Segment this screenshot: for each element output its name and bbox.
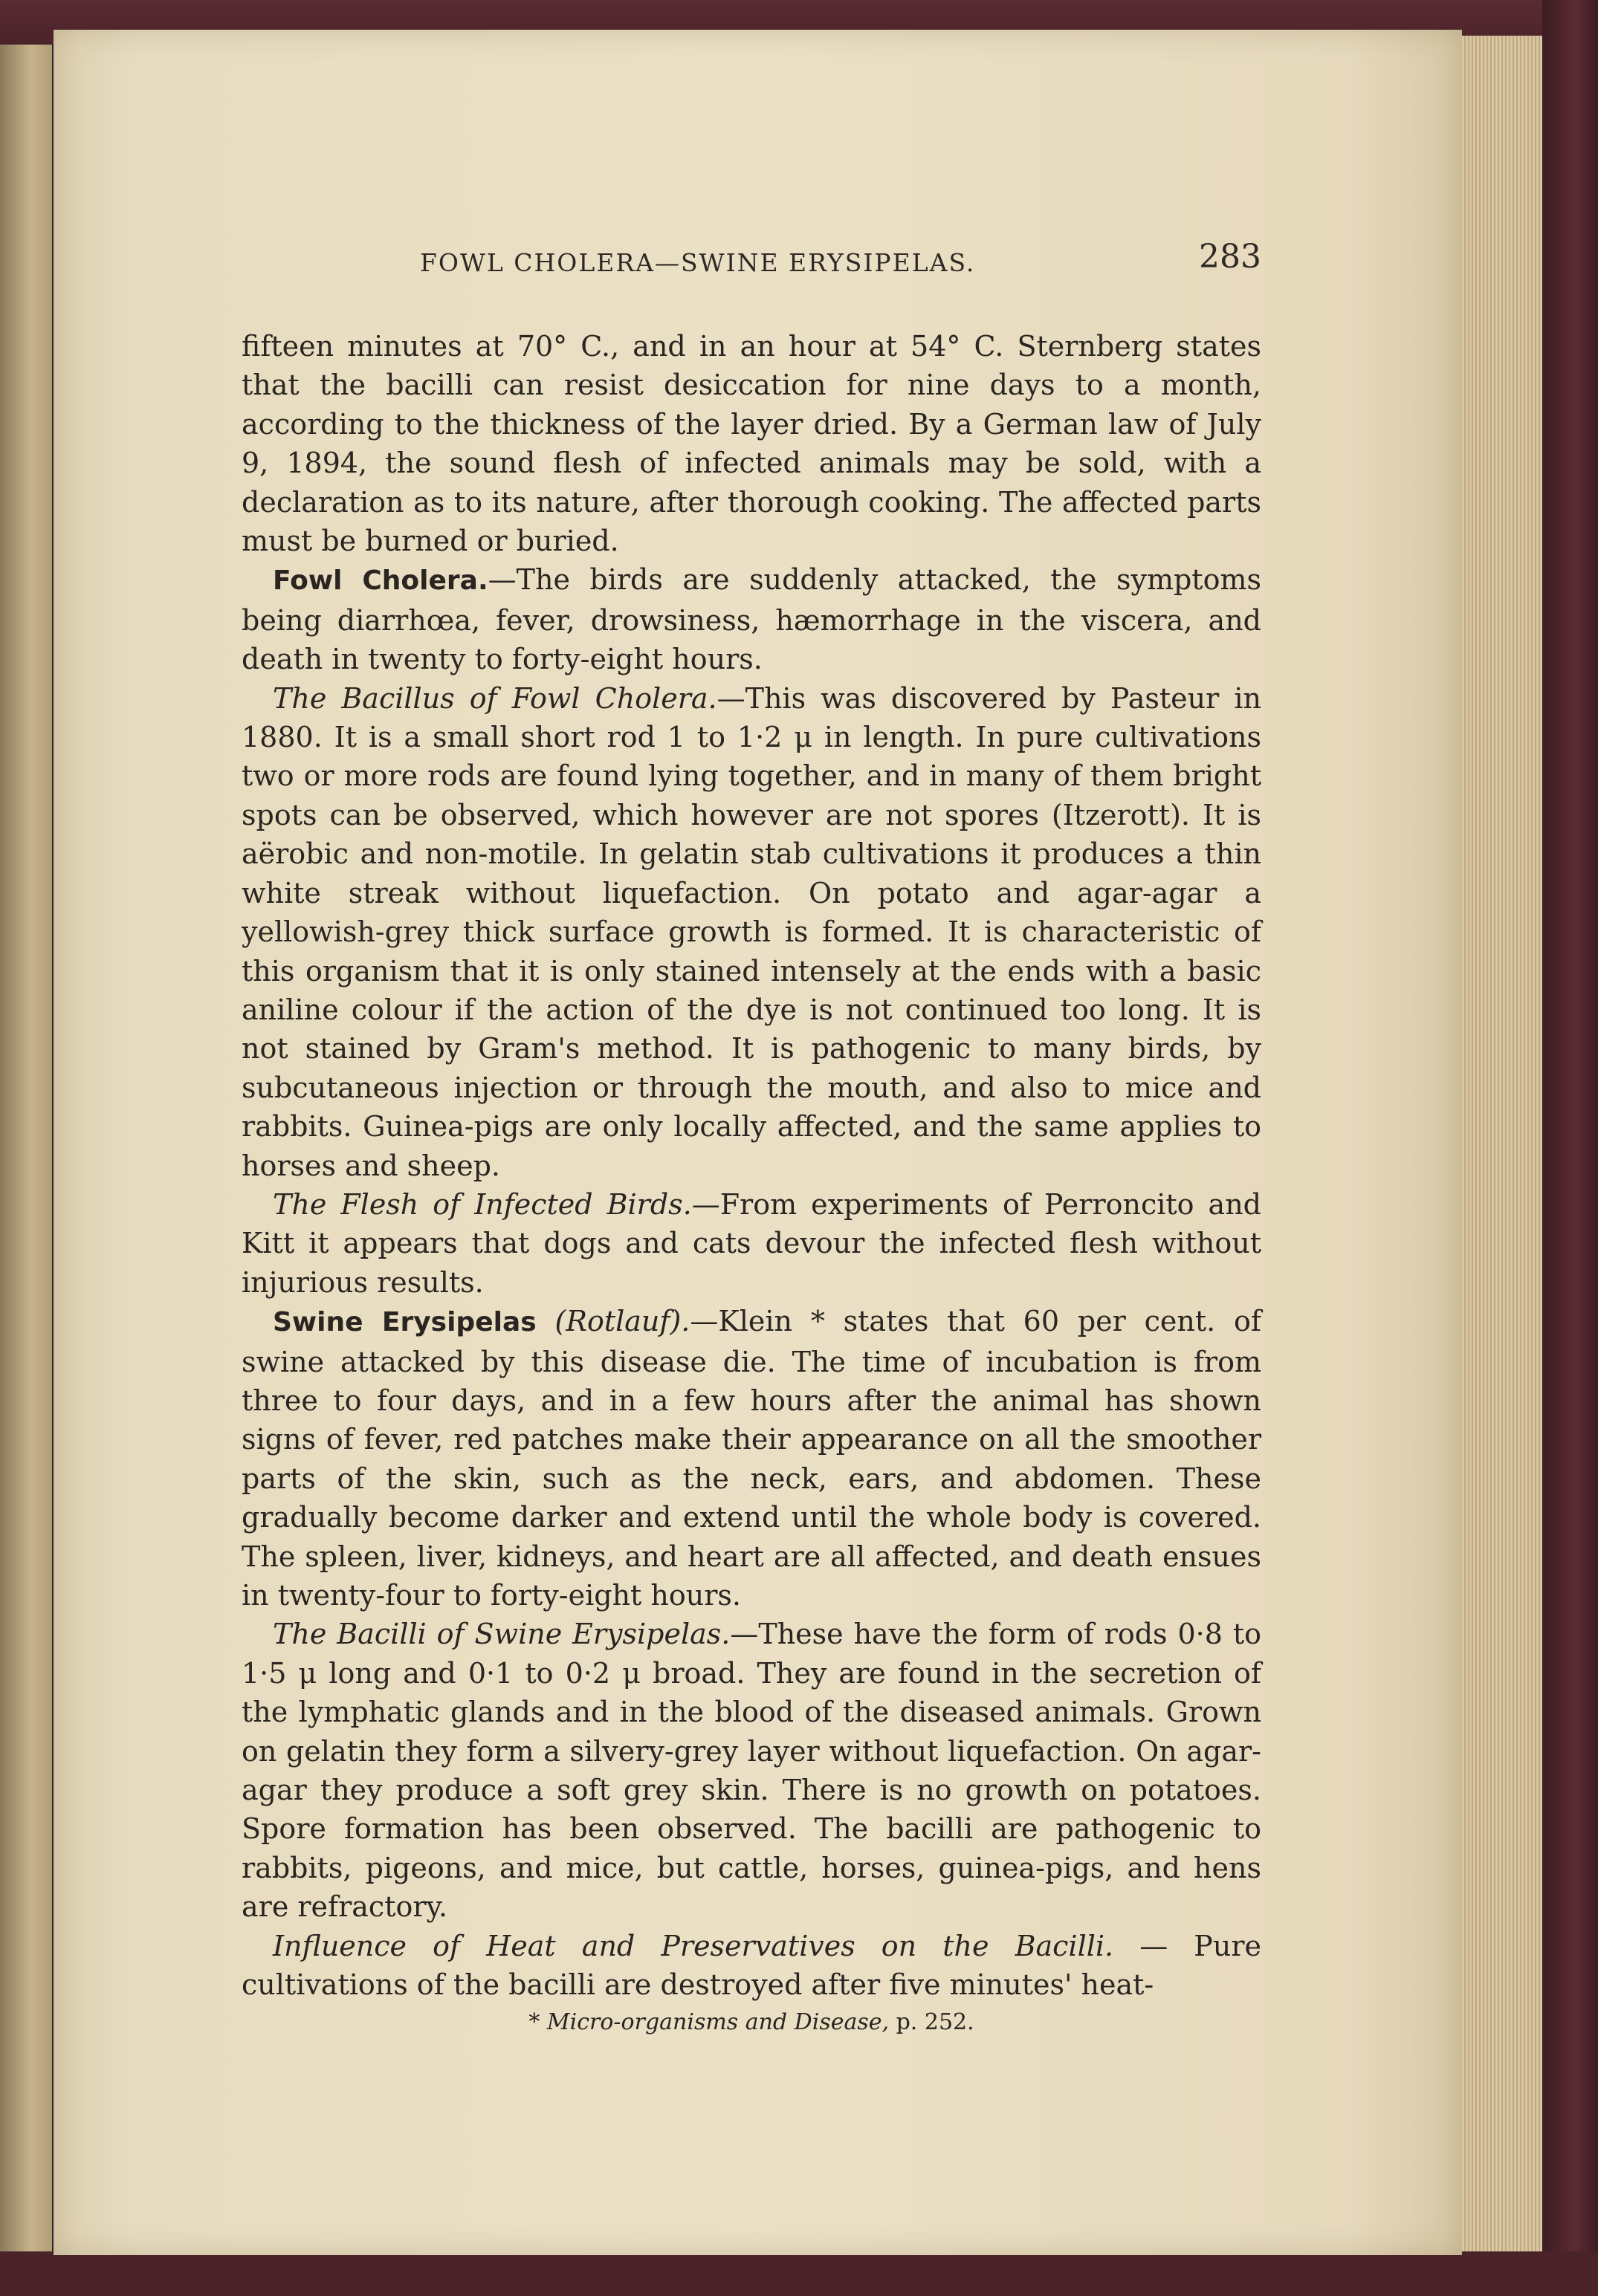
page-block-edges — [1457, 36, 1546, 2254]
footnote — [242, 2007, 1261, 2038]
footnote-marker: * — [528, 2009, 547, 2036]
subsection-heading-influence: Influence of Heat and Preservatives on the Bacilli. — [273, 1929, 1114, 1962]
paragraph-text: — Pure cultivations of the bacilli are destroyed after five minutes' heat- — [242, 1929, 1261, 2002]
paragraph-text: —These have the form of rods 0·8 to 1·5 μ long and 0·1 to 0·2 μ broad. They are found in the secretion of the lymphatic glands and in the blood of the diseased animals. Grown on gelatin they form a silvery-grey layer without liquefaction. On agar-agar they produce a soft grey skin. There is no growth on potatoes. Spore formation has been observed. The bacilli are pathogenic to rabbits, pigeons, and mice, but cattle, horses, guinea-pigs, and hens are refractory. — [242, 1618, 1261, 1924]
paragraph-continuation: fifteen minutes at 70° C., and in an hour at 54° C. Sternberg states that the bacilli can resist desiccation for nine days to a month, according to the thickness of the layer dried. By a German law of July 9, 1894, the sound flesh of infected animals may be sold, with a declaration as to its nature, after thorough cooking. The affected parts must be burned or buried. — [242, 330, 1261, 558]
subsection-heading-flesh: The Flesh of Infected Birds. — [273, 1187, 692, 1221]
paragraph-text: —The birds are suddenly attacked, the symptoms being diarrhœa, fever, drowsiness, hæmorrhage in the viscera, and death in twenty to forty-eight hours. — [242, 563, 1261, 676]
subsection-heading-bacillus: The Bacillus of Fowl Cholera. — [273, 681, 717, 715]
paragraph-text: —Klein * states that 60 per cent. of swine attacked by this disease die. The time of incubation is from three to four days, and in a few hours after the animal has shown signs of fever, red patches make their appearance on all the smoother parts of the skin, such as the neck, ears, and abdomen. These gradually become darker and extend until the whole body is covered. The spleen, liver, kidneys, and heart are all affected, and death ensues in twenty-four to forty-eight hours. — [242, 1305, 1261, 1612]
paragraph-flesh-infected-birds — [242, 1185, 1261, 1302]
facing-page-edge — [0, 45, 52, 2251]
running-head-title: FOWL CHOLERA—SWINE ERYSIPELAS. — [420, 248, 976, 277]
page-number: 283 — [1199, 238, 1261, 276]
book-cover-bottom — [0, 2251, 1598, 2296]
paragraph-bacilli-swine-erysipelas — [242, 1615, 1261, 1926]
section-heading-fowl-cholera: Fowl Cholera. — [273, 565, 488, 597]
paragraph-fowl-cholera — [242, 560, 1261, 678]
paragraph-text: —From experiments of Perroncito and Kitt it appears that dogs and cats devour the infected flesh without injurious results. — [242, 1187, 1261, 1299]
book-cover-right — [1542, 0, 1598, 2296]
footnote-title: Micro-organisms and Disease, — [546, 2009, 890, 2036]
section-heading-swine-erysipelas: Swine Erysipelas — [273, 1307, 537, 1338]
paragraph-influence-heat — [242, 1927, 1261, 2005]
running-head — [242, 238, 1261, 290]
paragraph-swine-erysipelas — [242, 1302, 1261, 1615]
page-content — [242, 238, 1261, 2038]
paragraph-bacillus-fowl-cholera — [242, 679, 1261, 1185]
subsection-heading-bacilli: The Bacilli of Swine Erysipelas. — [273, 1618, 731, 1651]
footnote-page: p. 252. — [889, 2009, 974, 2036]
paragraph-text: —This was discovered by Pasteur in 1880. It is a small short rod 1 to 1·2 μ in length. In pure cultivations two or more rods are found lying together, and in many of them bright spots can be observed, which however are not spores (Itzerott). It is aërobic and non-motile. In gelatin stab cultivations it produces a thin white streak without liquefaction. On potato and agar-agar a yellowish-grey thick surface growth is formed. It is characteristic of this organism that it is only stained intensely at the ends with a basic aniline colour if the action of the dye is not continued too long. It is not stained by Gram's method. It is pathogenic to many birds, by subcutaneous injection or through the mouth, and also to mice and rabbits. Guinea-pigs are only locally affected, and the same applies to horses and sheep. — [242, 681, 1261, 1182]
book-page — [54, 30, 1462, 2255]
heading-parenthetical: (Rotlauf). — [554, 1305, 690, 1338]
